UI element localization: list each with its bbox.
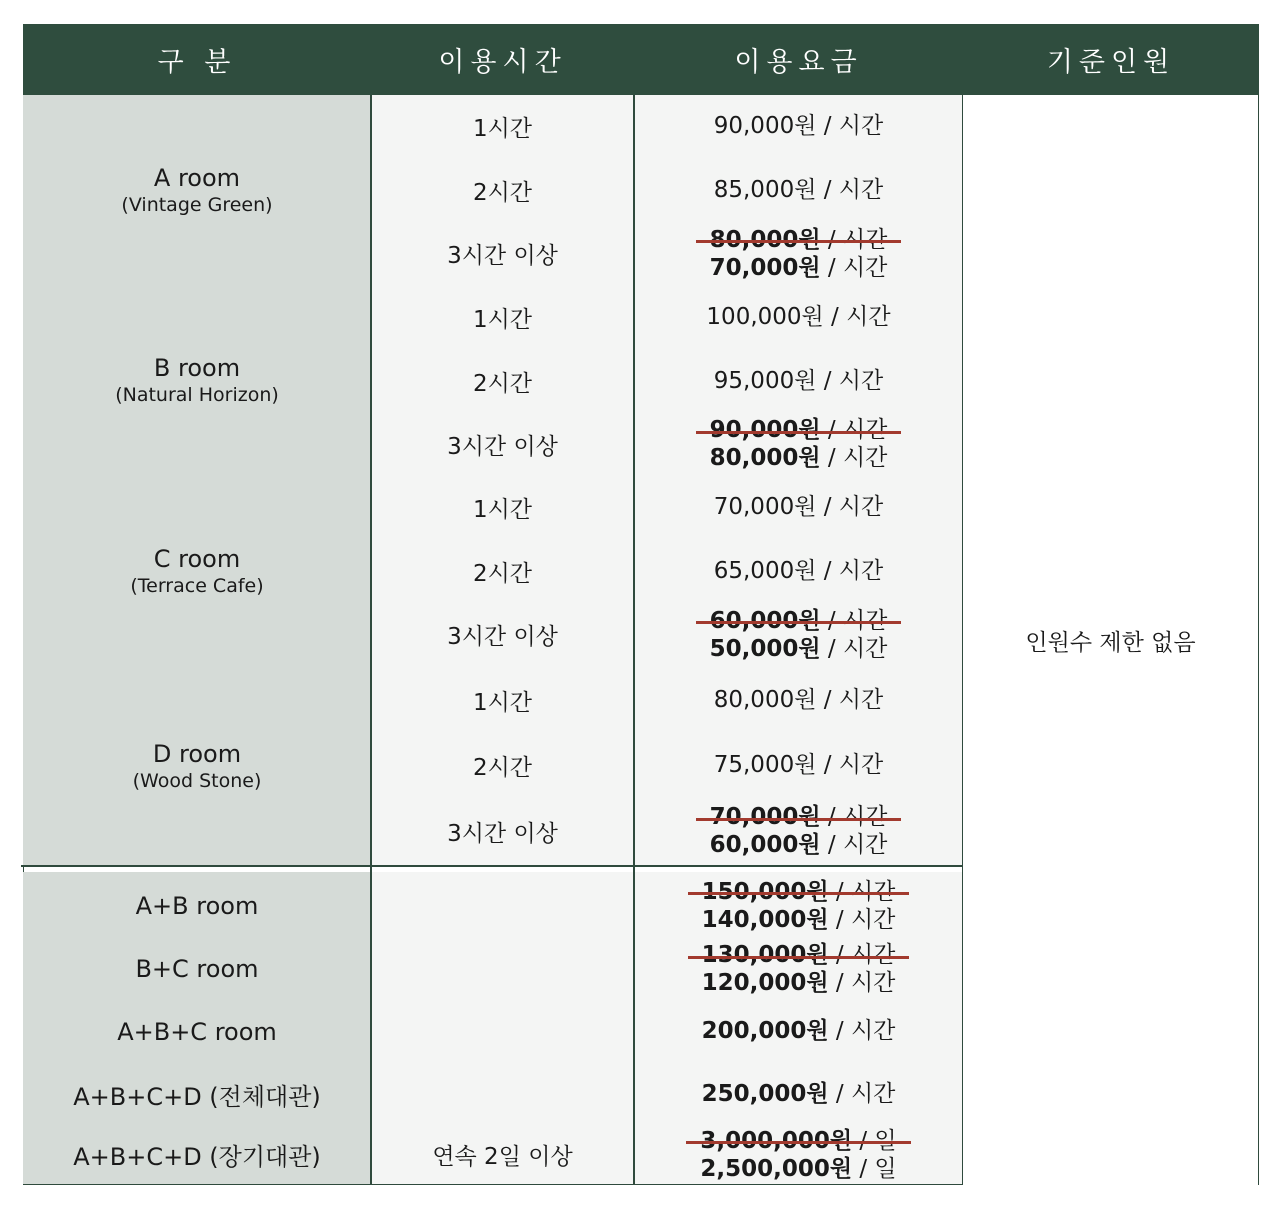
price-text: 80,000원 / 시간 — [713, 686, 884, 713]
duration-cell — [371, 1125, 634, 1184]
room-name: D room — [152, 739, 242, 768]
price-cell — [634, 95, 963, 158]
old-price-line — [702, 878, 896, 906]
capacity-cell: 인원수 제한 없음 — [963, 95, 1258, 1185]
price-cell — [634, 475, 963, 539]
old-price — [710, 226, 888, 254]
new-price-unit: / 시간 — [828, 970, 896, 996]
block-divider — [21, 865, 963, 867]
duration-cell — [371, 349, 634, 413]
new-price-unit: / 시간 — [820, 445, 888, 471]
price-text: 75,000원 / 시간 — [713, 752, 884, 778]
old-price — [710, 607, 888, 635]
strikethrough-line — [696, 431, 902, 434]
old-price — [700, 1127, 896, 1155]
duration-cell — [371, 734, 634, 797]
price-text: 95,000원 / 시간 — [713, 367, 884, 394]
price-cell — [634, 1125, 963, 1184]
duration-cell — [371, 158, 634, 222]
duration-text: 3시간 이상 — [447, 820, 558, 847]
price-cell — [634, 872, 963, 939]
new-price-unit: / 시간 — [820, 635, 888, 662]
new-price-line — [702, 1080, 896, 1109]
price-cell — [634, 349, 963, 413]
price-cell — [634, 666, 963, 734]
combo-name: A+B room — [135, 891, 259, 920]
new-price-unit: / 시간 — [828, 1018, 896, 1044]
duration-cell — [371, 222, 634, 285]
old-price — [710, 803, 888, 831]
new-price-amount: 70,000원 — [709, 254, 821, 281]
duration-cell — [371, 872, 634, 939]
strikethrough-line — [696, 621, 902, 624]
duration-text: 연속 2일 이상 — [432, 1144, 573, 1170]
strikethrough-line — [696, 818, 902, 821]
duration-text: 1시간 — [472, 496, 533, 523]
new-price-amount: 60,000원 — [709, 832, 821, 858]
strikethrough-line — [686, 1141, 910, 1144]
room-subtitle: (Terrace Cafe) — [130, 574, 264, 597]
combo-name: A+B+C room — [117, 1017, 277, 1046]
duration-text: 1시간 — [472, 306, 533, 333]
new-price-line — [702, 906, 896, 934]
duration-text: 3시간 이상 — [447, 433, 558, 460]
new-price-amount: 140,000원 — [701, 906, 829, 933]
new-price-unit: / 시간 — [820, 254, 888, 281]
duration-cell — [371, 413, 634, 475]
duration-cell — [371, 999, 634, 1064]
duration-cell — [371, 539, 634, 603]
duration-cell — [371, 603, 634, 666]
old-price-line — [700, 1127, 896, 1155]
new-price-line — [702, 1017, 896, 1046]
price-text: 90,000원 / 시간 — [713, 113, 884, 139]
price-cell — [634, 413, 963, 475]
strikethrough-line — [688, 892, 910, 895]
new-price-amount: 2,500,000원 — [700, 1155, 853, 1182]
header-category: 구 분 — [157, 47, 237, 78]
old-price — [702, 878, 896, 906]
strikethrough-line — [696, 240, 902, 243]
old-price — [710, 416, 888, 444]
column-divider — [370, 95, 372, 1185]
new-price-amount: 250,000원 — [701, 1081, 829, 1107]
price-cell — [634, 939, 963, 999]
header-price: 이용요금 — [734, 47, 863, 78]
price-cell — [634, 999, 963, 1064]
combo-name: A+B+C+D (전체대관) — [73, 1083, 321, 1111]
room-name: A room — [153, 164, 241, 192]
new-price-unit: / 일 — [852, 1155, 897, 1182]
duration-cell — [371, 95, 634, 158]
combo-category-cell — [23, 939, 371, 999]
new-price-line — [710, 635, 888, 663]
price-cell — [634, 222, 963, 285]
room-subtitle: (Natural Horizon) — [115, 384, 279, 406]
room-subtitle: (Wood Stone) — [132, 769, 262, 792]
new-price-unit: / 시간 — [820, 832, 888, 858]
new-price-unit: / 시간 — [828, 1081, 896, 1107]
price-cell — [634, 1064, 963, 1125]
room-subtitle: (Vintage Green) — [121, 194, 273, 216]
old-price-line — [702, 941, 896, 969]
new-price-unit: / 시간 — [828, 906, 896, 933]
price-text: 85,000원 / 시간 — [713, 176, 884, 203]
duration-text: 2시간 — [472, 560, 533, 587]
old-price-line — [710, 416, 888, 444]
duration-text: 2시간 — [472, 179, 533, 206]
strikethrough-line — [688, 956, 910, 959]
duration-text: 1시간 — [472, 116, 533, 142]
duration-cell — [371, 475, 634, 539]
room-category-cell — [23, 285, 371, 475]
price-cell — [634, 158, 963, 222]
duration-cell — [371, 285, 634, 349]
price-text: 100,000원 / 시간 — [706, 303, 891, 330]
header-duration: 이용시간 — [438, 47, 567, 78]
price-text: 65,000원 / 시간 — [713, 557, 884, 584]
combo-category-cell — [23, 872, 371, 939]
old-price-line — [710, 803, 888, 831]
room-category-cell — [23, 95, 371, 285]
price-cell — [634, 539, 963, 603]
new-price-line — [710, 444, 888, 472]
combo-name: A+B+C+D (장기대관) — [73, 1143, 321, 1171]
duration-text: 2시간 — [472, 370, 533, 397]
duration-text: 3시간 이상 — [447, 243, 558, 269]
new-price-line — [702, 969, 896, 997]
price-text: 70,000원 / 시간 — [713, 493, 884, 520]
new-price-amount: 120,000원 — [701, 970, 829, 996]
price-cell — [634, 797, 963, 865]
duration-cell — [371, 666, 634, 734]
new-price-line — [700, 1155, 896, 1183]
duration-text: 2시간 — [472, 755, 533, 781]
price-cell — [634, 285, 963, 349]
duration-text: 1시간 — [472, 689, 533, 716]
old-price — [702, 941, 896, 969]
new-price-amount: 50,000원 — [709, 635, 821, 662]
new-price-line — [710, 831, 888, 859]
room-category-cell — [23, 475, 371, 666]
price-cell — [634, 603, 963, 666]
header-capacity: 기준인원 — [1046, 47, 1176, 78]
room-name: C room — [153, 544, 241, 573]
price-cell — [634, 734, 963, 797]
room-name: B room — [153, 354, 241, 382]
new-price-amount: 200,000원 — [701, 1018, 829, 1044]
duration-text: 3시간 이상 — [447, 624, 558, 650]
duration-cell — [371, 1064, 634, 1125]
room-category-cell — [23, 666, 371, 865]
duration-cell — [371, 939, 634, 999]
new-price-amount: 80,000원 — [709, 445, 821, 471]
new-price-line — [710, 254, 888, 282]
combo-name: B+C room — [135, 955, 259, 983]
old-price-line — [710, 607, 888, 635]
combo-category-cell — [23, 999, 371, 1064]
column-divider — [633, 95, 635, 1185]
combo-category-cell — [23, 1125, 371, 1184]
duration-cell — [371, 797, 634, 865]
old-price-line — [710, 226, 888, 254]
combo-category-cell — [23, 1064, 371, 1125]
